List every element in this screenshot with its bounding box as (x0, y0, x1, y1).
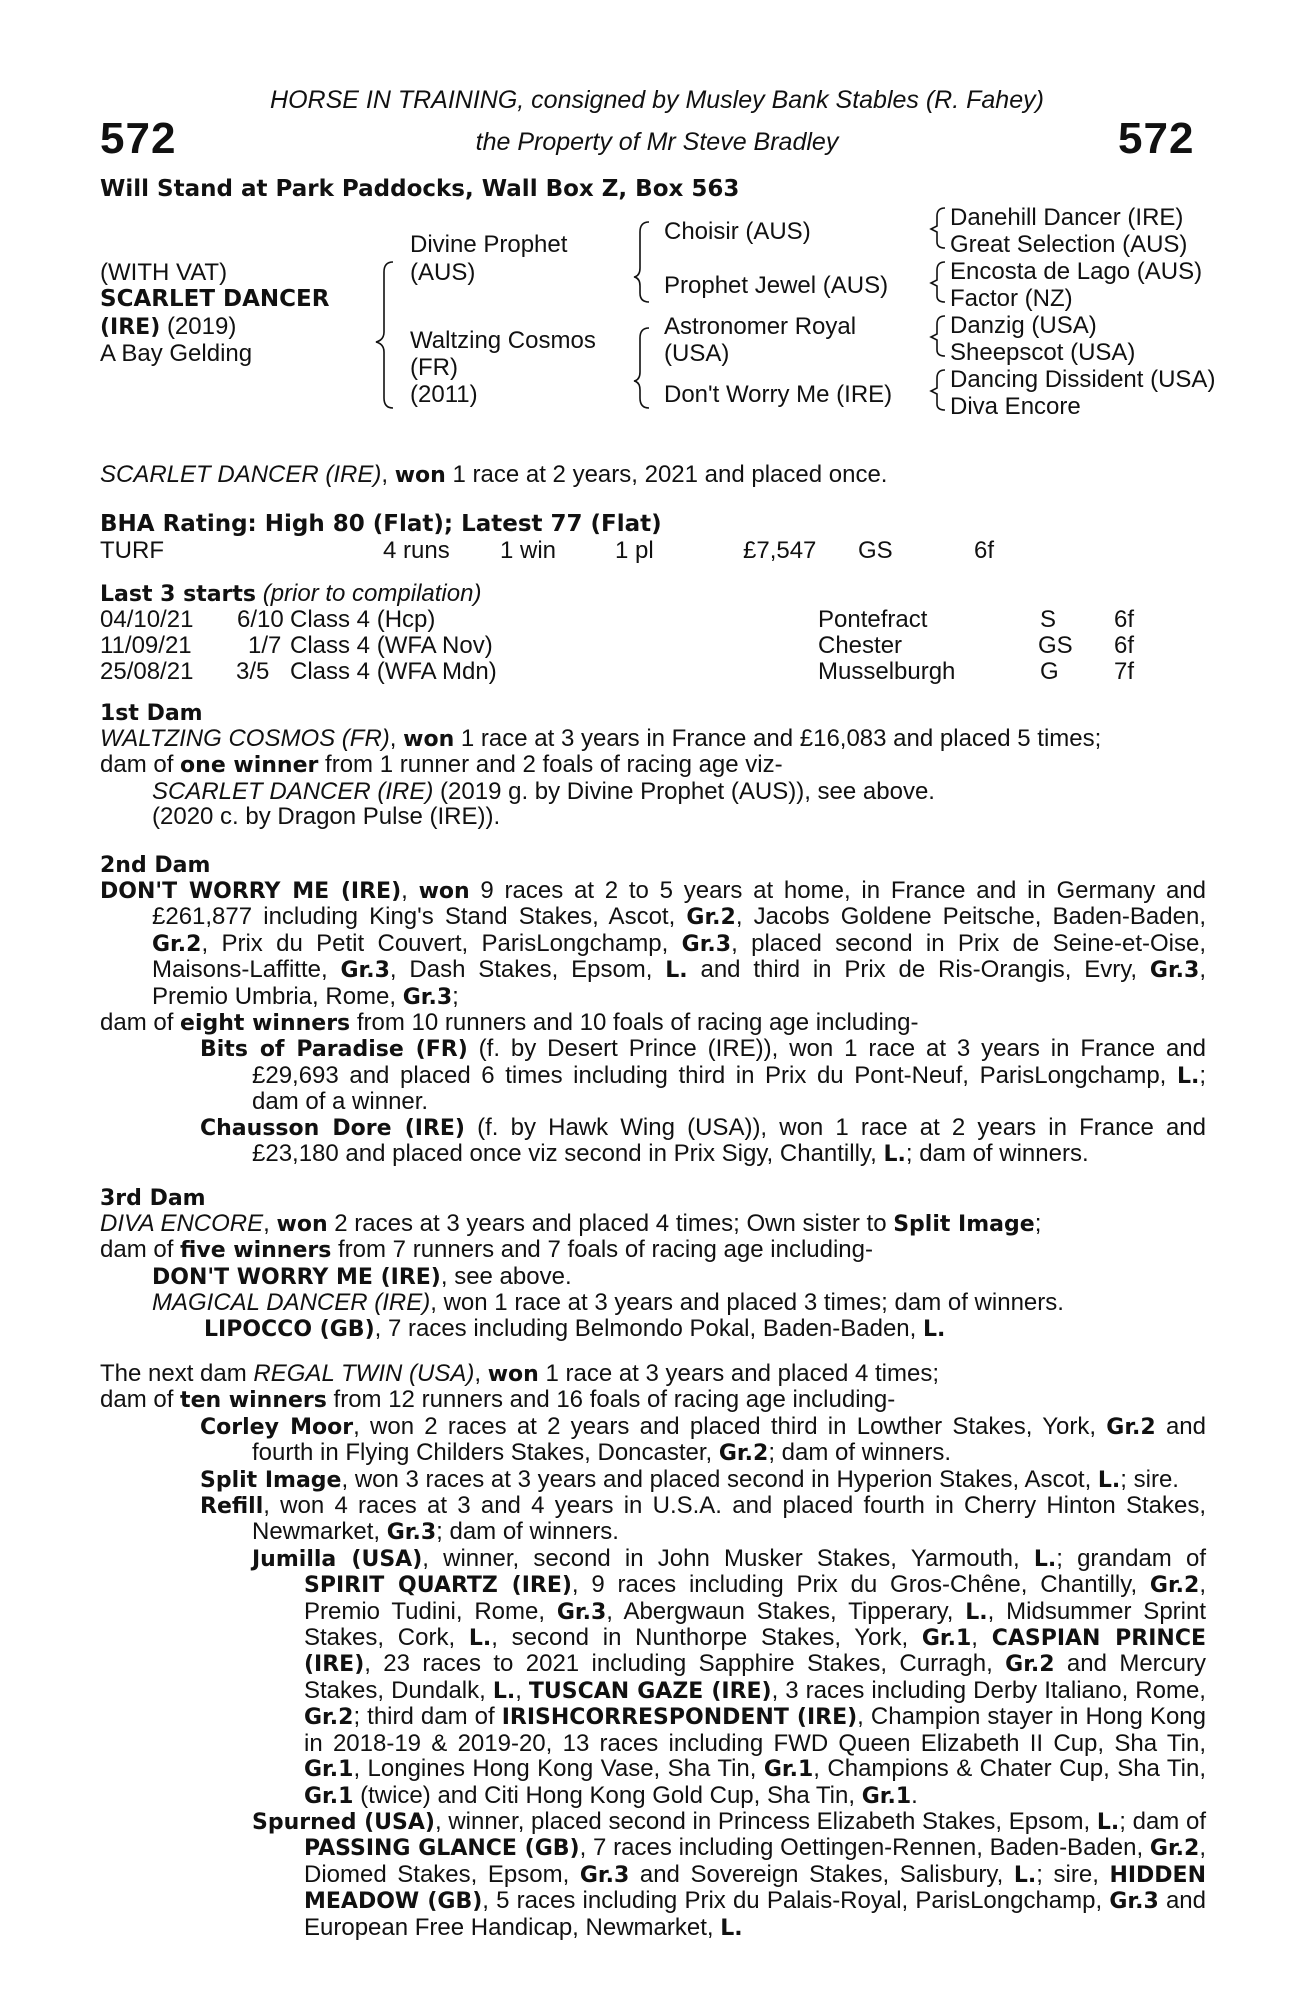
offspring-text: , 23 races to 2021 including Sapphire Stakes, Curragh, (364, 1650, 1006, 1678)
summary-won: won (394, 463, 446, 488)
second-dam-text: , Premio Umbria, Rome, (152, 956, 1207, 1010)
gen3-ddd: Diva Encore (950, 393, 1081, 420)
grade-tag: Gr.1 (763, 1757, 814, 1783)
third-dam-offspring-3-name: LIPOCCO (GB) (204, 1316, 375, 1342)
next-dam-won: won (487, 1362, 539, 1387)
third-dam-section: DIVA ENCORE, won 2 races at 3 years and placed 4 times; Own sister to Split Image; dam of five winners from 7 runners and 7 foals of racing age including- DON'T WORRY ME (IRE), see above. MAGICAL DANCER (IRE), won 1 race at 3 years and placed 3 times; dam of winners. LIPOCCO (GB), 7 races including Belmondo Pokal, Baden-Baden, L. (100, 1210, 1064, 1342)
grade-tag: Gr.1 (304, 1757, 354, 1783)
grade-tag: L. (492, 1678, 516, 1704)
turf-runs: 4 runs (383, 537, 450, 564)
next-dam-produce-intro: dam of (100, 1386, 181, 1414)
turf-wins: 1 win (500, 537, 557, 564)
offspring-text: , (971, 1624, 992, 1652)
last-starts-note: (prior to compilation) (262, 580, 482, 607)
turf-earnings: £7,547 (743, 537, 817, 564)
first-dam-produce-text: from 1 runner and 2 foals of racing age viz- (318, 751, 783, 779)
start-distance: 6f (1114, 606, 1135, 633)
gen3-sss: Danehill Dancer (IRE) (950, 204, 1184, 231)
second-dam-offspring-1-text: ; dam of a winner. (252, 1061, 1206, 1116)
turf-surface: TURF (100, 537, 164, 564)
start-distance: 7f (1114, 658, 1135, 685)
start-course: Pontefract (818, 606, 928, 633)
grade-tag: L. (1033, 1546, 1057, 1572)
next-dam-winners: ten winners (180, 1388, 327, 1414)
grade-tag: L. (922, 1316, 946, 1342)
offspring-text: , won 3 races at 3 years and placed second in Hyperion Stakes, Ascot, (341, 1465, 1098, 1493)
offspring-text: ; dam of (1119, 1807, 1206, 1835)
gen3-ssd: Great Selection (AUS) (950, 231, 1188, 258)
start-date: 11/09/21 (100, 632, 192, 659)
second-dam-heading: 2nd Dam (100, 853, 211, 878)
grade-tag: Gr.2 (1149, 1573, 1200, 1599)
second-dam-offspring-2-text: ; dam of winners. (905, 1140, 1089, 1168)
dam-country: (FR) (410, 354, 458, 381)
third-dam-offspring-2-name: MAGICAL DANCER (IRE) (152, 1289, 431, 1317)
grand-offspring-name: HIDDEN MEADOW (GB) (304, 1862, 1206, 1915)
grade-tag: Gr.2 (1106, 1414, 1156, 1440)
second-dam-section: DON'T WORRY ME (IRE), won 9 races at 2 to 5 years at home, in France and in Germany and £261,877 including King's Stand Stakes, Ascot, Gr.2, Jacobs Goldene Peitsche, Baden-Baden, Gr.2, Prix du Petit Couvert, ParisLongchamp, Gr.3, placed second in Prix de Seine-et-Oise, Maisons-Laffitte, Gr.3, Dash Stakes, Epsom, L. and third in Prix de Ris-Orangis, Evry, Gr.3, Premio Umbria, Rome, Gr.3; dam of eight winners from 10 runners and 10 foals of racing age including- Bits of Paradise (FR) (f. by Desert Prince (IRE)), won 1 race at 3 years in France and £29,693 and placed 6 times including third in Prix du Pont-Neuf, ParisLongchamp, L.; dam of a winner. Chausson Dore (IRE) (f. by Hawk Wing (USA)), won 1 race at 2 years in France and £23,180 and placed once viz second in Prix Sigy, Chantilly, L.; dam of winners. (100, 877, 1207, 1168)
turf-going: GS (858, 537, 893, 564)
first-dam-record: 1 race at 3 years in France and £16,083 and placed 5 times; (454, 725, 1102, 752)
summary-text: 1 race at 2 years, 2021 and placed once. (445, 461, 888, 488)
grade-tag: Gr.2 (1149, 1836, 1200, 1862)
grand-offspring-name: PASSING GLANCE (GB) (304, 1836, 580, 1862)
grade-tag: Gr.3 (681, 931, 732, 957)
dam-sire-country: (USA) (664, 340, 730, 367)
offspring-split-image: Split Image (200, 1467, 342, 1493)
last-starts-heading (100, 580, 481, 608)
grade-tag: L. (1096, 1809, 1120, 1835)
grade-tag: Gr.2 (718, 1441, 769, 1467)
third-dam-produce-intro: dam of (100, 1236, 181, 1264)
offspring-text: and Sovereign Stakes, Salisbury, (629, 1860, 1014, 1888)
dam-sire-name: Astronomer Royal (664, 313, 857, 340)
start-going: GS (1038, 632, 1073, 659)
offspring-text: ; sire. (1120, 1465, 1179, 1493)
grade-tag: L. (1013, 1862, 1037, 1888)
start-race: Class 4 (Hcp) (290, 606, 436, 633)
grade-tag: Gr.3 (386, 1520, 437, 1546)
second-dam-text: ; (452, 982, 459, 1010)
third-dam-offspring-1-text: , see above. (440, 1262, 572, 1290)
offspring-text: , 3 races including Derby Italiano, Rome, (771, 1676, 1206, 1704)
offspring-text: , Midsummer Sprint Stakes, Cork, (304, 1597, 1207, 1652)
sire-sire: Choisir (AUS) (664, 218, 811, 245)
third-dam-text: ; (1034, 1210, 1042, 1237)
turf-distance: 6f (974, 537, 995, 564)
grade-tag: L. (965, 1599, 988, 1625)
brace-gen3-1 (931, 208, 945, 248)
gen3-dsd: Sheepscot (USA) (950, 339, 1136, 366)
consignment-line: HORSE IN TRAINING, consigned by Musley Bank Stables (R. Fahey) (270, 86, 1044, 114)
grade-tag: Gr.2 (686, 905, 736, 931)
next-dam-name: REGAL TWIN (USA) (253, 1360, 475, 1387)
grade-tag: Gr.3 (1109, 1889, 1159, 1915)
third-dam-won: won (276, 1212, 328, 1237)
third-dam-offspring-1-name: DON'T WORRY ME (IRE) (152, 1264, 441, 1290)
brace-gen3-3 (931, 316, 945, 356)
gen3-dds: Dancing Dissident (USA) (950, 366, 1216, 393)
second-dam-name: DON'T WORRY ME (IRE) (100, 879, 402, 904)
offspring-jumilla: Jumilla (USA) (252, 1546, 423, 1572)
grade-tag: L. (468, 1626, 492, 1652)
vat-label: (WITH VAT) (100, 259, 228, 286)
offspring-text: ; grandam of (1056, 1544, 1207, 1572)
start-position: 3/5 (236, 658, 270, 685)
offspring-text: ; third dam of (353, 1703, 502, 1731)
offspring-text: , Diomed Stakes, Epsom, (304, 1834, 1206, 1888)
first-dam-heading: 1st Dam (100, 701, 203, 726)
first-dam-name: WALTZING COSMOS (FR) (100, 725, 390, 752)
offspring-text: , Longines Hong Kong Vase, Sha Tin, (353, 1755, 764, 1783)
lot-number-left: 572 (100, 114, 177, 163)
offspring-text: , Abergwaun Stakes, Tipperary, (606, 1597, 966, 1625)
second-dam-winners: eight winners (180, 1011, 351, 1037)
second-dam-offspring-2-name: Chausson Dore (IRE) (200, 1115, 465, 1141)
grade-tag: Gr.2 (152, 931, 202, 957)
offspring-text: ; sire, (1036, 1860, 1110, 1888)
second-dam-produce-intro: dam of (100, 1009, 181, 1037)
brace-gen3-4 (931, 370, 945, 410)
first-dam-produce-intro: dam of (100, 751, 181, 779)
offspring-text: , (515, 1676, 529, 1704)
dam-year: (2011) (410, 381, 478, 408)
offspring-text: , 5 races including Prix du Palais-Royal, ParisLongchamp, (482, 1887, 1110, 1915)
third-dam-sister: Split Image (893, 1212, 1035, 1237)
offspring-text: . (911, 1781, 918, 1809)
dam-dam: Don't Worry Me (IRE) (664, 381, 893, 408)
start-date: 25/08/21 (100, 658, 194, 685)
second-dam-text: , Jacobs Goldene Peitsche, Baden-Baden, (735, 903, 1206, 931)
grade-tag: Gr.3 (579, 1862, 630, 1888)
offspring-corley-moor: Corley Moor (200, 1414, 354, 1440)
dam-name: Waltzing Cosmos (410, 327, 596, 354)
offspring-text: , won 4 races at 3 and 4 years in U.S.A. and placed fourth in Cherry Hinton Stakes, Newmarket, (252, 1492, 1206, 1546)
offspring-text: (twice) and Citi Hong Kong Gold Cup, Sha Tin, (353, 1781, 862, 1809)
grand-offspring-name: TUSCAN GAZE (IRE) (528, 1678, 772, 1704)
summary-horse: SCARLET DANCER (IRE) (100, 461, 382, 488)
grade-tag: Gr.1 (304, 1783, 354, 1809)
start-date: 04/10/21 (100, 606, 194, 633)
second-dam-text: 9 races at 2 to 5 years at home, in France and in Germany and £261,877 including King's Stand Stakes, Ascot, (152, 877, 1207, 931)
start-position: 1/7 (248, 632, 282, 659)
offspring-text: , 9 races including Prix du Gros-Chêne, Chantilly, (571, 1571, 1150, 1599)
next-dam-intro: The next dam (100, 1360, 254, 1387)
next-dam-section: The next dam REGAL TWIN (USA), won 1 race at 3 years and placed 4 times; dam of ten winners from 12 runners and 16 foals of racing age including- Corley Moor, won 2 races at 2 years and placed third in Lowther Stakes, York, Gr.2 and fourth in Flying Childers Stakes, Doncaster, Gr.2; dam of winners. Split Image, won 3 races at 3 years and placed second in Hyperion Stakes, Ascot, L.; sire. Refill, won 4 races at 3 and 4 years in U.S.A. and placed fourth in Cherry Hinton Stakes, Newmarket, Gr.3; dam of winners. Jumilla (USA), winner, second in John Musker Stakes, Yarmouth, L.; grandam of SPIRIT QUARTZ (IRE), 9 races including Prix du Gros-Chêne, Chantilly, Gr.2, Premio Tudini, Rome, Gr.3, Abergwaun Stakes, Tipperary, L., Midsummer Sprint Stakes, Cork, L., second in Nunthorpe Stakes, York, Gr.1, CASPIAN PRINCE (IRE), 23 races to 2021 including Sapphire Stakes, Curragh, Gr.2 and Mercury Stakes, Dundalk, L., TUSCAN GAZE (IRE), 3 races including Derby Italiano, Rome, Gr.2; third dam of IRISHCORRESPONDENT (IRE), Champion stayer in Hong Kong in 2018-19 & 2019-20, 13 races including FWD Queen Elizabeth II Cup, Sha Tin, Gr.1, Longines Hong Kong Vase, Sha Tin, Gr.1, Champions & Chater Cup, Sha Tin, Gr.1 (twice) and Citi Hong Kong Gold Cup, Sha Tin, Gr.1. Spurned (USA), winner, placed second in Princess Elizabeth Stakes, Epsom, L.; dam of PASSING GLANCE (GB), 7 races including Oettingen-Rennen, Baden-Baden, Gr.2, Diomed Stakes, Epsom, Gr.3 and Sovereign Stakes, Salisbury, L.; sire, HIDDEN MEADOW (GB), 5 races including Prix du Palais-Royal, ParisLongchamp, Gr.3 and European Free Handicap, Newmarket, L. (100, 1360, 1207, 1941)
grand-offspring-name: IRISHCORRESPONDENT (IRE) (501, 1705, 858, 1731)
first-dam-offspring-1-name: SCARLET DANCER (IRE) (152, 777, 434, 805)
horse-name: SCARLET DANCER (100, 286, 330, 312)
grade-tag: Gr.3 (1149, 958, 1200, 984)
offspring-text: , Premio Tudini, Rome, (304, 1571, 1207, 1625)
sire-name: Divine Prophet (410, 231, 568, 258)
offspring-text: and European Free Handicap, Newmarket, (304, 1887, 1207, 1941)
last-starts-title: Last 3 starts (100, 582, 257, 607)
race-summary: SCARLET DANCER (IRE), won 1 race at 2 years, 2021 and placed once. (100, 461, 888, 488)
offspring-text: , second in Nunthorpe Stakes, York, (491, 1624, 922, 1652)
grade-tag: Gr.1 (861, 1783, 912, 1809)
first-dam-section: WALTZING COSMOS (FR), won 1 race at 3 years in France and £16,083 and placed 5 times; dam of one winner from 1 runner and 2 foals of racing age viz- SCARLET DANCER (IRE) (2019 g. by Divine Prophet (AUS)), see above. (2020 c. by Dragon Pulse (IRE)). (100, 725, 1102, 831)
third-dam-offspring-2-text: , won 1 race at 3 years and placed 3 times; dam of winners. (430, 1289, 1064, 1317)
second-dam-offspring-1-name: Bits of Paradise (FR) (200, 1037, 468, 1063)
second-dam-text: , Dash Stakes, Epsom, (389, 956, 666, 984)
third-dam-name: DIVA ENCORE (100, 1210, 264, 1237)
grand-offspring-name: SPIRIT QUARTZ (IRE) (304, 1573, 572, 1599)
third-dam-text: 2 races at 3 years and placed 4 times; Own sister to (327, 1210, 894, 1237)
second-dam-offspring-2-text: (f. by Hawk Wing (USA)), won 1 race at 2 years in France and £23,180 and placed once viz second in Prix Sigy, Chantilly, (252, 1113, 1206, 1168)
grade-tag: Gr.3 (402, 984, 453, 1010)
gen3-sdd: Factor (NZ) (950, 285, 1073, 312)
grade-tag: Gr.3 (556, 1599, 607, 1625)
offspring-text: , Champion stayer in Hong Kong in 2018-19 & 2019-20, 13 races including FWD Queen Elizabeth II Cup, Sha Tin, (304, 1703, 1206, 1757)
grade-tag: Gr.3 (340, 958, 390, 984)
start-course: Chester (818, 632, 903, 659)
second-dam-text: , Prix du Petit Couvert, ParisLongchamp, (201, 929, 682, 957)
offspring-text: , 7 races including Oettingen-Rennen, Baden-Baden, (579, 1834, 1150, 1862)
sire-country: (AUS) (410, 259, 476, 286)
second-dam-offspring-1-text: (f. by Desert Prince (IRE)), won 1 race at 3 years in France and £29,693 and placed 6 times including third in Prix du Pont-Neuf, ParisLongchamp, (252, 1035, 1206, 1089)
grade-tag: Gr.2 (1005, 1652, 1055, 1678)
offspring-text: , winner, second in John Musker Stakes, Yarmouth, (422, 1544, 1034, 1572)
second-dam-won: won (418, 879, 470, 904)
start-distance: 6f (1114, 632, 1135, 659)
offspring-spurned: Spurned (USA) (252, 1809, 435, 1835)
third-dam-produce-text: from 7 runners and 7 foals of racing age including- (331, 1236, 873, 1264)
first-dam-offspring-2: (2020 c. by Dragon Pulse (IRE)). (152, 803, 501, 831)
offspring-refill: Refill (200, 1494, 264, 1520)
start-going: S (1040, 606, 1057, 633)
offspring-text: and fourth in Flying Childers Stakes, Doncaster, (252, 1412, 1206, 1467)
grade-tag: L. (883, 1142, 906, 1168)
second-dam-text: , placed second in Prix de Seine-et-Oise, Maisons-Laffitte, (152, 929, 1206, 984)
start-course: Musselburgh (818, 658, 956, 685)
gen3-sds: Encosta de Lago (AUS) (950, 258, 1203, 285)
grade-tag: L. (720, 1915, 743, 1941)
start-going: G (1040, 658, 1059, 685)
first-dam-winners: one winner (180, 753, 319, 779)
horse-country: (IRE) (100, 315, 161, 340)
offspring-text: , Champions & Chater Cup, Sha Tin, (813, 1755, 1206, 1783)
bha-rating: BHA Rating: High 80 (Flat); Latest 77 (Flat) (100, 511, 662, 537)
brace-gen2-upper (634, 222, 649, 302)
second-dam-produce-text: from 10 runners and 10 foals of racing age including- (350, 1009, 919, 1037)
first-dam-offspring-1-text: (2019 g. by Divine Prophet (AUS)), see above. (433, 777, 935, 805)
sire-dam: Prophet Jewel (AUS) (664, 272, 889, 299)
grand-offspring-name: CASPIAN PRINCE (IRE) (304, 1626, 1207, 1678)
property-line: the Property of Mr Steve Bradley (475, 128, 839, 156)
offspring-text: ; dam of winners. (768, 1439, 952, 1467)
lot-number-right: 572 (1118, 114, 1195, 163)
gen3-dss: Danzig (USA) (950, 312, 1097, 339)
brace-gen3-2 (931, 262, 945, 302)
grade-tag: L. (1097, 1467, 1121, 1493)
start-position: 6/10 (237, 606, 284, 633)
brace-gen2-lower (634, 328, 649, 408)
stabling-line: Will Stand at Park Paddocks, Wall Box Z, Box 563 (100, 176, 740, 202)
offspring-text: and Mercury Stakes, Dundalk, (304, 1650, 1207, 1704)
grade-tag: Gr.1 (921, 1626, 972, 1652)
third-dam-winners: five winners (180, 1238, 332, 1264)
next-dam-text: 1 race at 3 years and placed 4 times; (538, 1360, 940, 1387)
brace-gen1 (376, 262, 393, 408)
offspring-text: ; dam of winners. (436, 1518, 619, 1546)
second-dam-text: and third in Prix de Ris-Orangis, Evry, (687, 956, 1150, 984)
third-dam-heading: 3rd Dam (100, 1186, 206, 1211)
horse-description: A Bay Gelding (100, 340, 253, 367)
offspring-text: , winner, placed second in Princess Elizabeth Stakes, Epsom, (434, 1807, 1097, 1835)
third-dam-offspring-3-text: , 7 races including Belmondo Pokal, Baden-Baden, (374, 1314, 923, 1342)
grade-tag: Gr.2 (304, 1705, 354, 1731)
next-dam-produce-text: from 12 runners and 16 foals of racing age including- (326, 1386, 896, 1414)
horse-year: (2019) (166, 313, 237, 340)
first-dam-won: won (403, 727, 455, 752)
grade-tag: L. (1176, 1063, 1200, 1089)
start-race: Class 4 (WFA Nov) (290, 632, 493, 659)
grade-tag: L. (665, 958, 688, 984)
offspring-text: , won 2 races at 2 years and placed third in Lowther Stakes, York, (353, 1412, 1107, 1440)
start-race: Class 4 (WFA Mdn) (290, 658, 497, 685)
turf-placed: 1 pl (615, 537, 654, 564)
